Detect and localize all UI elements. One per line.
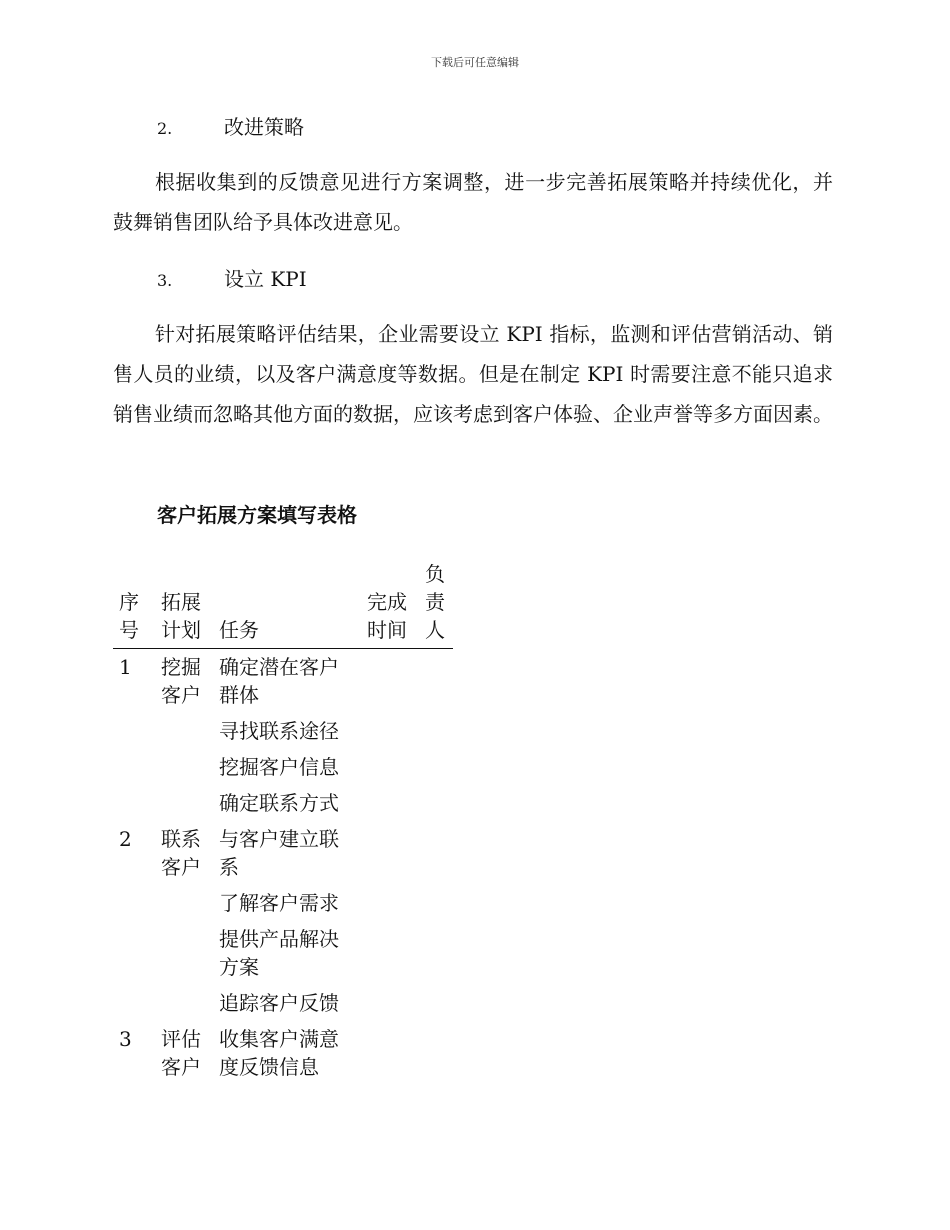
cell-task: 收集客户满意度反馈信息	[219, 1027, 339, 1079]
cell-seq	[113, 713, 155, 749]
table-row	[113, 1021, 453, 1085]
header-plan: 拓展计划	[155, 560, 213, 649]
cell-task: 挖掘客户信息	[219, 755, 339, 779]
table-header-row	[113, 560, 453, 649]
cell-seq: 3	[119, 1027, 132, 1051]
cell-task: 了解客户需求	[219, 891, 339, 915]
cell-time	[361, 785, 419, 821]
cell-seq	[113, 985, 155, 1021]
section-3-paragraph: 针对拓展策略评估结果，企业需要设立 KPI 指标，监测和评估营销活动、销售人员的业绩，以及客户满意度等数据。但是在制定 KPI 时需要注意不能只追求销售业绩而忽略其他方面的数据，应该考虑到客户体验、企业声誉等多方面因素。	[113, 322, 833, 426]
cell-time	[361, 921, 419, 985]
cell-seq	[113, 921, 155, 985]
table-row	[113, 649, 453, 714]
table-row	[113, 749, 453, 785]
table-row	[113, 885, 453, 921]
cell-plan: 联系客户	[161, 827, 201, 879]
cell-time	[361, 1021, 419, 1085]
section-2-heading	[113, 112, 304, 144]
cell-task: 提供产品解决方案	[219, 927, 339, 979]
cell-task: 追踪客户反馈	[219, 991, 339, 1015]
cell-time	[361, 749, 419, 785]
page-header: 下载后可任意编辑	[431, 56, 519, 69]
table-row	[113, 713, 453, 749]
cell-owner	[419, 713, 453, 749]
cell-owner	[419, 985, 453, 1021]
cell-time	[361, 821, 419, 885]
header-task: 任务	[213, 560, 361, 649]
cell-plan	[155, 785, 213, 821]
table-row	[113, 821, 453, 885]
cell-owner	[419, 1021, 453, 1085]
section-3-number: 3.	[157, 271, 173, 290]
header-seq: 序号	[113, 560, 155, 649]
cell-time	[361, 649, 419, 714]
cell-task: 确定联系方式	[219, 791, 339, 815]
cell-seq	[113, 785, 155, 821]
cell-plan	[155, 713, 213, 749]
cell-seq: 2	[119, 827, 132, 851]
cell-plan	[155, 985, 213, 1021]
cell-plan	[155, 921, 213, 985]
cell-seq	[113, 885, 155, 921]
header-time: 完成时间	[361, 560, 419, 649]
cell-owner	[419, 885, 453, 921]
table-row	[113, 921, 453, 985]
cell-time	[361, 713, 419, 749]
cell-task: 寻找联系途径	[219, 719, 339, 743]
cell-plan	[155, 749, 213, 785]
table-body	[113, 649, 453, 1086]
section-2-paragraph: 根据收集到的反馈意见进行方案调整，进一步完善拓展策略并持续优化，并鼓舞销售团队给予具体改进意见。	[113, 170, 833, 234]
section-3-title: 设立 KPI	[224, 267, 307, 291]
cell-plan: 评估客户	[161, 1027, 201, 1079]
table-row	[113, 985, 453, 1021]
cell-seq	[113, 749, 155, 785]
cell-owner	[419, 821, 453, 885]
cell-seq: 1	[119, 655, 132, 679]
cell-owner	[419, 649, 453, 714]
cell-time	[361, 985, 419, 1021]
cell-plan: 挖掘客户	[161, 655, 201, 707]
cell-time	[361, 885, 419, 921]
table-row	[113, 785, 453, 821]
cell-owner	[419, 749, 453, 785]
section-2-title: 改进策略	[224, 115, 304, 139]
cell-task: 确定潜在客户群体	[219, 655, 339, 707]
header-owner: 负责人	[419, 560, 453, 649]
cell-owner	[419, 785, 453, 821]
table-title: 客户拓展方案填写表格	[157, 503, 357, 527]
section-2-number: 2.	[157, 119, 173, 138]
cell-task: 与客户建立联系	[219, 827, 339, 879]
cell-plan	[155, 885, 213, 921]
section-3-heading	[113, 264, 307, 296]
cell-owner	[419, 921, 453, 985]
plan-table	[113, 560, 453, 1085]
